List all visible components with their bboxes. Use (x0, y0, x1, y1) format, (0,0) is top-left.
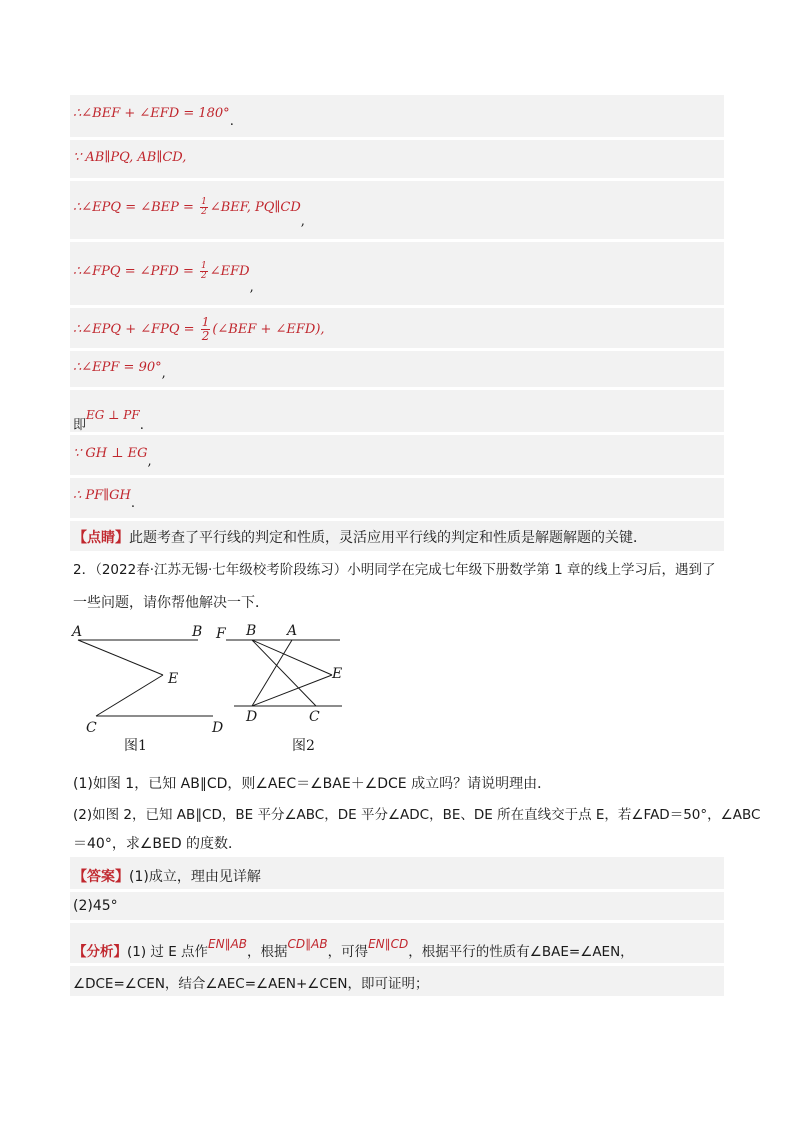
solution-line-1: ∴∠BEF + ∠EFD = 180°. (73, 106, 234, 129)
fig2-label-a: A (287, 623, 298, 639)
solution-line-7: 即EG ⊥ PF. (73, 408, 144, 433)
fig2-label-c: C (309, 709, 320, 725)
comment-text: 此题考查了平行线的判定和性质，灵活应用平行线的判定和性质是解题解题的关键． (129, 530, 647, 546)
solution-line-2 (73, 150, 186, 165)
fig1-label-a: A (72, 624, 83, 640)
answer-tag: 【答案】 (73, 869, 129, 885)
solution-line-3: ∴∠EPQ = ∠BEP = $\frac{1}{2}$ ∠BEF, PQ∥CD, (73, 197, 305, 229)
figure-2 (212, 620, 362, 760)
solution-line-5: ∴∠EPQ + ∠FPQ = $\frac{1}{2}$ (∠BEF + ∠EFD), (73, 315, 325, 343)
fig1-label-b: B (192, 624, 203, 640)
solution-line-6: ∴∠EPF = 90°, (73, 360, 166, 381)
answer-1: (1)成立，理由见详解 (129, 869, 261, 885)
comment-line (73, 527, 647, 547)
fig2-label-e: E (332, 666, 343, 682)
math-expr: ∴∠BEF + ∠EFD = 180° (73, 106, 230, 121)
fig2-label-b: B (246, 623, 257, 639)
answer-line-1 (73, 866, 261, 886)
question-2-line-2: ＝40°，求∠BED 的度数． (73, 836, 243, 852)
answer-line-2: (2)45° (73, 898, 118, 914)
question-2-line-1: (2)如图 2，已知 AB∥CD，BE 平分∠ABC，DE 平分∠ADC，BE、DE 所在直线交于点 E，若∠FAD＝50°，∠ABC (73, 807, 761, 823)
fig1-line-ae (78, 640, 163, 675)
fig2-label-d: D (246, 709, 258, 725)
solution-bg-9 (70, 478, 724, 518)
fig2-line-bc (252, 640, 316, 706)
comment-tag: 【点睛】 (73, 530, 129, 546)
problem-line-2: 一些问题，请你帮他解决一下． (73, 595, 269, 611)
solution-line-4: ∴∠FPQ = ∠PFD = $\frac{1}{2}$ ∠EFD, (73, 261, 254, 295)
solution-line-8: ∵ GH ⊥ EG, (73, 446, 152, 469)
fig2-label-f: F (216, 626, 226, 642)
fig1-label-d: D (212, 720, 224, 736)
analysis-line-2: ∠DCE=∠CEN，结合∠AEC=∠AEN+∠CEN，即可证明； (73, 976, 429, 992)
analysis-tag: 【分析】 (73, 944, 127, 960)
fraction: $\frac{1}{2}$ (201, 261, 207, 281)
fig1-line-ec (96, 675, 163, 716)
fig2-line-be (252, 640, 332, 675)
math-expr: ∵ AB∥PQ, AB∥CD, (73, 150, 187, 165)
solution-bg-7 (70, 390, 724, 432)
question-1: (1)如图 1，已知 AB∥CD，则∠AEC＝∠BAE＋∠DCE 成立吗？请说明理由． (73, 776, 552, 792)
fig2-line-de (252, 675, 332, 706)
fig2-line-ad (252, 640, 292, 706)
solution-bg-6 (70, 351, 724, 387)
answer-bg-2 (70, 892, 724, 920)
fig2-caption: 图2 (292, 738, 315, 754)
fig1-label-c: C (86, 720, 97, 736)
solution-line-9: ∴ PF∥GH. (73, 488, 136, 511)
analysis-line-1: 【分析】(1) 过 E 点作EN∥AB，根据CD∥AB，可得EN∥CD，根据平行的性质有∠BAE=∠AEN， (73, 937, 634, 960)
fraction: $\frac{1}{2}$ (201, 197, 207, 217)
fig1-caption: 图1 (124, 738, 147, 754)
fig1-label-e: E (168, 671, 179, 687)
fraction: $\frac{1}{2}$ (201, 315, 210, 343)
problem-line-1: 2．（2022春·江苏无锡·七年级校考阶段练习）小明同学在完成七年级下册数学第 1 章的线上学习后，遇到了 (73, 562, 716, 578)
solution-bg-8 (70, 435, 724, 475)
